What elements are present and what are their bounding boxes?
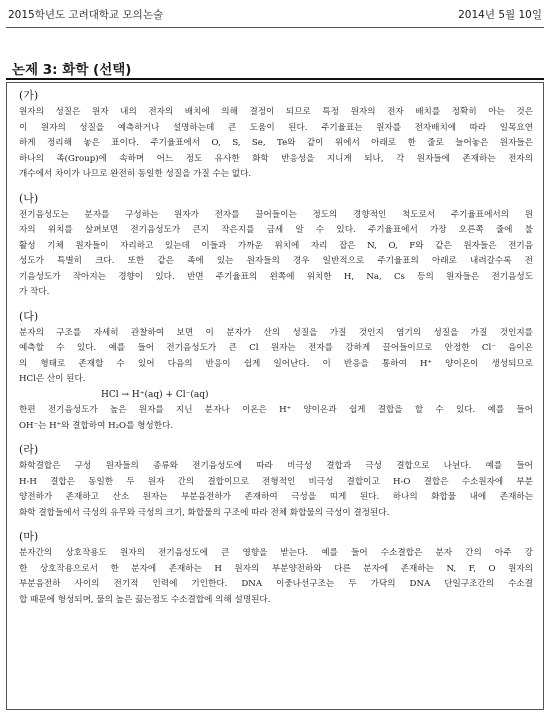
- passage-line: 양전하가 존재하고 산소 원자는 부분음전하가 존재하여 극성을 띠게 된다. 하나의 화합물 내에 존재하는: [19, 492, 533, 502]
- passage-line: 기음성도가 작아지는 경향이 있다. 반면 주기율표의 왼쪽에 위치한 H, Na, Cs 등의 원자들은 전기음성도: [19, 271, 533, 282]
- passage-da: [19, 309, 533, 435]
- passage-label: (마): [19, 530, 39, 543]
- passage-label: (가): [19, 89, 39, 102]
- passage-line: 한 상호작용으로서 한 분자에 존재하는 H 원자의 부분양전하와 다른 분자에 존재하는 N, F, O 원자의: [19, 563, 533, 574]
- passage-na: [19, 191, 533, 301]
- passage-line: 가 작다.: [19, 287, 50, 297]
- passage-line: 화학 결합들에서 극성의 유무와 극성의 크기, 화합물의 구조에 따라 전체 화합물의 극성이 결정된다.: [19, 507, 390, 518]
- passage-ma: [19, 529, 533, 608]
- passage-label: (다): [19, 309, 39, 323]
- exam-name: 2015학년도 고려대학교 모의논술: [8, 8, 164, 21]
- passage-line: 성도가 특별히 크다. 또한 같은 족에 있는 원자들의 경우 일반적으로 주기율표의 아래로 내려갈수록 전: [19, 256, 533, 266]
- passage-line: 원자의 성질은 원자 내의 전자의 배치에 의해 결정이 되므로 특정 원자의 전자 배치를 정확히 아는 것은: [19, 107, 533, 117]
- passage-line: 자의 위치를 살펴보면 전기음성도가 큰지 작은지를 금세 알 수 있다. 주기율표에서 가장 오른쪽 줄에 불: [19, 225, 533, 235]
- passage-line: 분자의 구조를 자세히 관찰하여 보면 이 분자가 산의 성질을 가질 것인지 염기의 성질을 가질 것인지를: [19, 327, 533, 338]
- passage-line: H-H 결합은 동일한 두 원자 간의 결합이므로 전형적인 비극성 결합이고 H-O 결합은 수소원자에 부분: [19, 476, 533, 487]
- passage-line: OH⁻는 H⁺와 결합하여 H₂O를 형성한다.: [19, 420, 174, 431]
- passage-line: 한편 전기음성도가 높은 원자를 지닌 분자나 이온은 H⁺ 양이온과 쉽게 결합을 할 수 있다. 예를 들어: [19, 405, 533, 415]
- passage-line: 화학결합은 구성 원자들의 종류와 전기음성도에 따라 비극성 결합과 극성 결합으로 나뉜다. 예를 들어: [19, 461, 533, 471]
- reaction-equation: HCl → H⁺(aq) + Cl⁻(aq): [101, 389, 209, 400]
- passage-label: (라): [19, 443, 39, 456]
- passage-line: 분자간의 상호작용도 원자의 전기음성도에 큰 영향을 받는다. 예를 들어 수소결합은 분자 간의 아주 강: [19, 548, 533, 558]
- passage-line: 활성 기체 원자들이 자리하고 있는데 이들과 가까운 위치에 자리 잡은 N, O, F와 같은 원자들은 전기음: [19, 240, 533, 251]
- page-header: [8, 4, 542, 24]
- passage-line: 하나의 족(Group)에 속하며 어느 정도 유사한 화학 반응성을 지니게 되나, 각 원자들에 존재하는 전자의: [19, 153, 533, 164]
- header-divider: [6, 27, 544, 28]
- exam-date: 2014년 5월 10일: [458, 8, 542, 21]
- passage-line: 의 형태로 존재할 수 있어 다음의 반응이 쉽게 일어난다. 이 반응을 통하여 H⁺ 양이온이 생성되므로: [19, 358, 533, 369]
- passage-line: 부분음전하 사이의 전기적 인력에 기인한다. DNA 이중나선구조는 두 가닥의 DNA 단일구조간의 수소결: [19, 579, 533, 589]
- passage-ga: [19, 88, 533, 183]
- passage-label: (나): [19, 191, 39, 205]
- passage-line: HCl은 산이 된다.: [19, 374, 86, 384]
- passage-line: 이 원자의 성질을 예측하거나 설명하는데 큰 도움이 된다. 주기율표는 원자를 전자배치에 따라 일목요연: [19, 122, 533, 133]
- title-divider: [6, 78, 544, 80]
- passage-ra: [19, 442, 533, 521]
- passage-line: 합 때문에 형성되며, 물의 높은 끓는점도 수소결합에 의해 설명된다.: [19, 594, 271, 605]
- passage-box: [6, 82, 544, 710]
- passage-line: 하게 정리해 놓은 표이다. 주기율표에서 O, S, Se, Te와 같이 위에서 아래로 한 줄로 늘어놓은 원자들은: [19, 138, 533, 148]
- section-title: 논제 3: 화학 (선택): [12, 62, 132, 78]
- passage-line: 예측할 수 있다. 예를 들어 전기음성도가 큰 Cl 원자는 전자를 강하게 끌어들이므로 안정한 Cl⁻ 음이온: [19, 343, 533, 353]
- passage-line: 전기음성도는 분자를 구성하는 원자가 전자를 끌어들이는 정도의 경향적인 척도로서 주기율표에서의 원: [19, 209, 533, 220]
- passage-line: 개수에서 차이가 나므로 완전히 동일한 성질을 가질 수는 없다.: [19, 169, 252, 179]
